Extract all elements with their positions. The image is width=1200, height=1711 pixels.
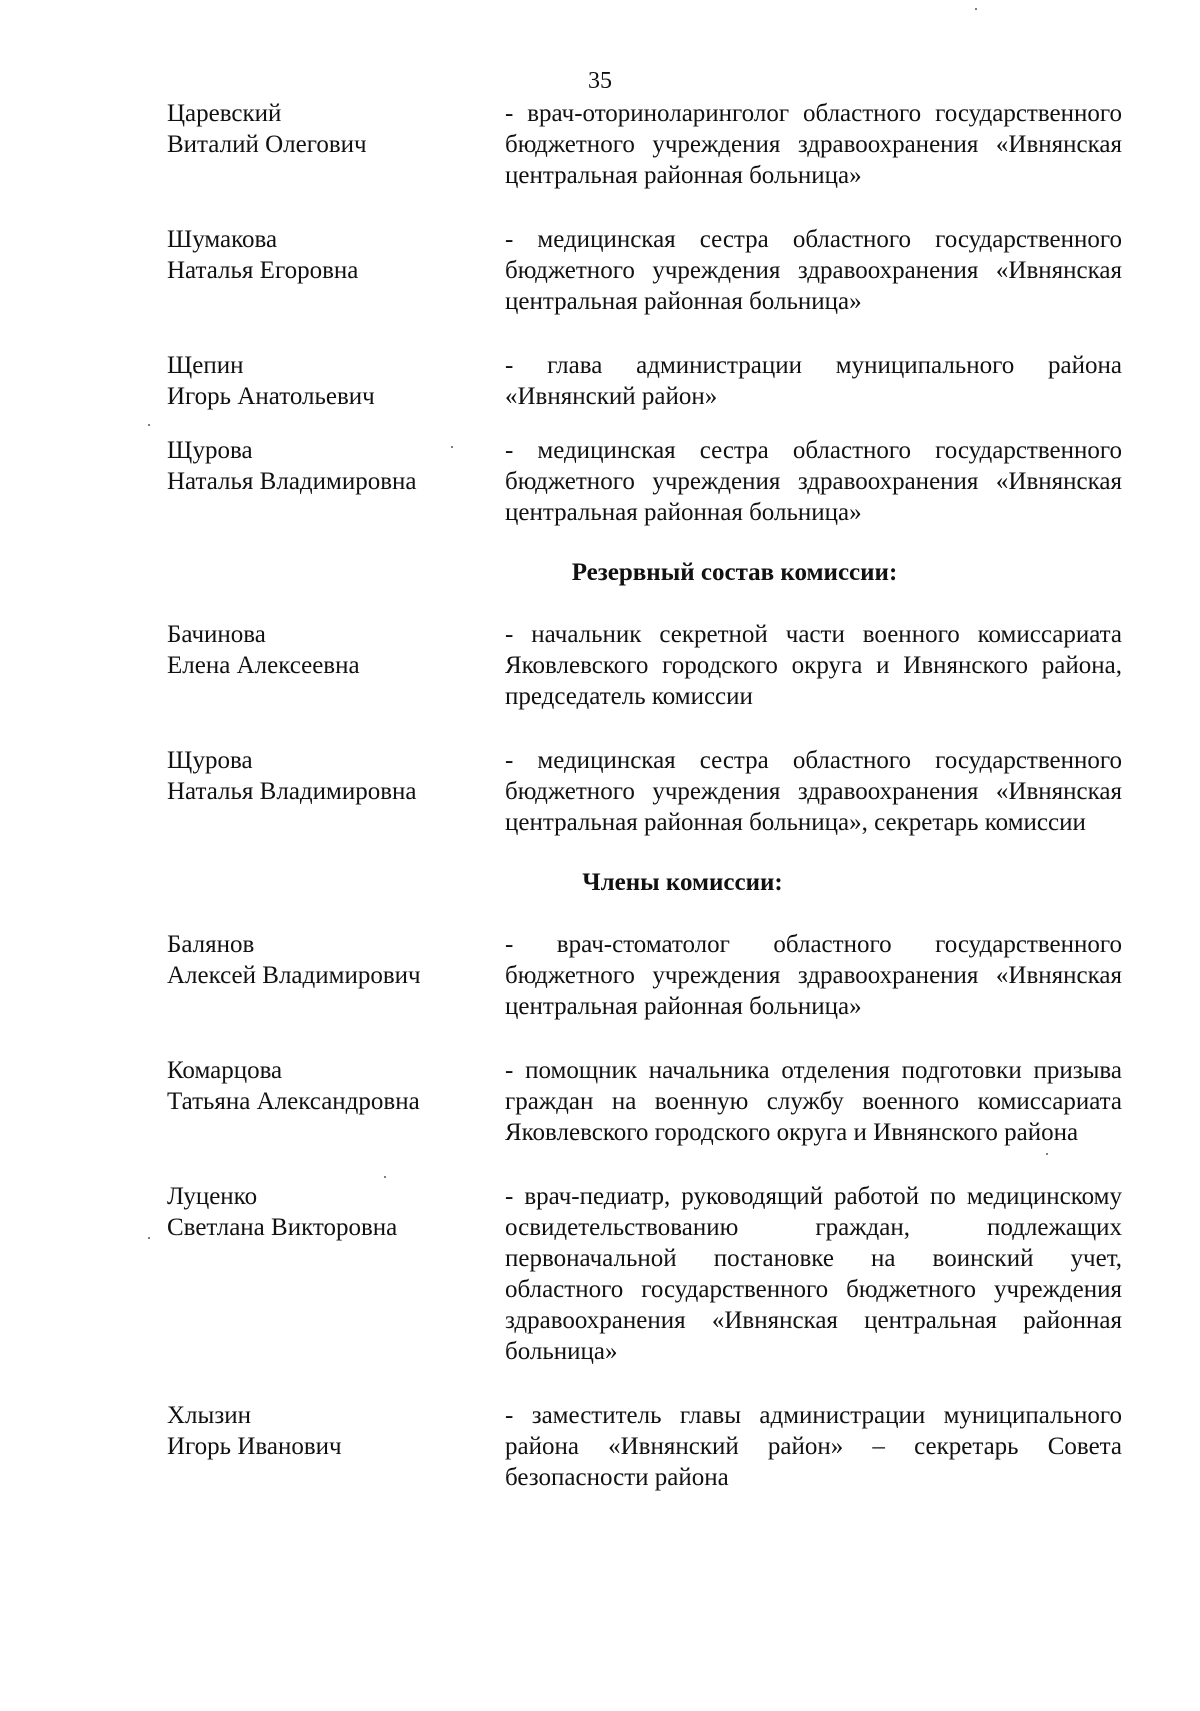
member-name xyxy=(167,350,505,412)
member-role: - врач-стоматолог областного государственного бюджетного учреждения здравоохранения «Ивнянская центральная районная больница» xyxy=(505,931,1122,1020)
member-given-name: Наталья Егоровна xyxy=(167,257,359,284)
member-name xyxy=(167,435,505,528)
member-name xyxy=(167,224,505,317)
member-name xyxy=(167,1400,505,1493)
member-role: - медицинская сестра областного государственного бюджетного учреждения здравоохранения «Ивнянская центральная районная больница» xyxy=(505,437,1122,526)
member-given-name: Алексей Владимирович xyxy=(167,962,421,989)
member-given-name: Елена Алексеевна xyxy=(167,652,360,679)
member-role: - медицинская сестра областного государственного бюджетного учреждения здравоохранения «Ивнянская центральная районная больница», секретарь комиссии xyxy=(505,747,1122,836)
member-given-name: Игорь Иванович xyxy=(167,1433,342,1460)
scan-speck xyxy=(384,1176,386,1178)
member-given-name: Светлана Викторовна xyxy=(167,1214,398,1241)
member-surname: Хлызин xyxy=(167,1402,251,1429)
reserve-member-entry xyxy=(167,929,1122,1022)
member-surname: Бачинова xyxy=(167,621,266,648)
member-surname: Щурова xyxy=(167,437,253,464)
member-name xyxy=(167,619,505,712)
scan-speck xyxy=(148,424,150,426)
member-role: - начальник секретной части военного комиссариата Яковлевского городского округа и Ивнянского района, председатель комиссии xyxy=(505,621,1122,710)
member-entry xyxy=(167,350,1122,412)
member-name xyxy=(167,745,505,838)
member-role: - глава администрации муниципального района «Ивнянский район» xyxy=(505,352,1122,410)
member-surname: Царевский xyxy=(167,100,282,127)
member-name xyxy=(167,929,505,1022)
member-role: - врач-педиатр, руководящий работой по медицинскому освидетельствованию граждан, подлежащих первоначальной постановке на воинский учет, областного государственного бюджетного учреждения здравоохранения «Ивнянская центральная районная больница» xyxy=(505,1183,1122,1365)
member-entry xyxy=(167,98,1122,191)
scan-speck xyxy=(148,1237,150,1239)
member-entry xyxy=(167,435,1122,528)
member-given-name: Наталья Владимировна xyxy=(167,778,417,805)
member-surname: Щепин xyxy=(167,352,244,379)
member-name xyxy=(167,1181,505,1367)
reserve-secretary-entry xyxy=(167,745,1122,838)
member-role: - врач-оториноларинголог областного государственного бюджетного учреждения здравоохранения «Ивнянская центральная районная больница» xyxy=(505,100,1122,189)
reserve-section-heading: Резервный состав комиссии: xyxy=(571,559,898,586)
reserve-member-entry xyxy=(167,1181,1122,1367)
member-entry xyxy=(167,224,1122,317)
member-given-name: Татьяна Александровна xyxy=(167,1088,420,1115)
reserve-chair-entry xyxy=(167,619,1122,712)
reserve-member-entry xyxy=(167,1055,1122,1148)
scan-speck xyxy=(451,446,453,448)
member-given-name: Игорь Анатольевич xyxy=(167,383,375,410)
member-surname: Щурова xyxy=(167,747,253,774)
member-surname: Луценко xyxy=(167,1183,258,1210)
scan-speck xyxy=(975,8,977,10)
member-role: - помощник начальника отделения подготовки призыва граждан на военную службу военного комиссариата Яковлевского городского округа и Ивнянского района xyxy=(505,1057,1122,1146)
member-role: - медицинская сестра областного государственного бюджетного учреждения здравоохранения «Ивнянская центральная районная больница» xyxy=(505,226,1122,315)
scan-speck xyxy=(1046,1153,1048,1155)
member-name xyxy=(167,1055,505,1148)
member-surname: Комарцова xyxy=(167,1057,283,1084)
members-section-heading: Члены комиссии: xyxy=(582,869,783,896)
reserve-member-entry xyxy=(167,1400,1122,1493)
member-surname: Балянов xyxy=(167,931,255,958)
page-number: 35 xyxy=(588,68,612,94)
member-role: - заместитель главы администрации муниципального района «Ивнянский район» – секретарь Совета безопасности района xyxy=(505,1402,1122,1491)
member-given-name: Виталий Олегович xyxy=(167,131,367,158)
member-surname: Шумакова xyxy=(167,226,278,253)
member-name xyxy=(167,98,505,191)
member-given-name: Наталья Владимировна xyxy=(167,468,417,495)
document-body xyxy=(167,98,1122,1493)
